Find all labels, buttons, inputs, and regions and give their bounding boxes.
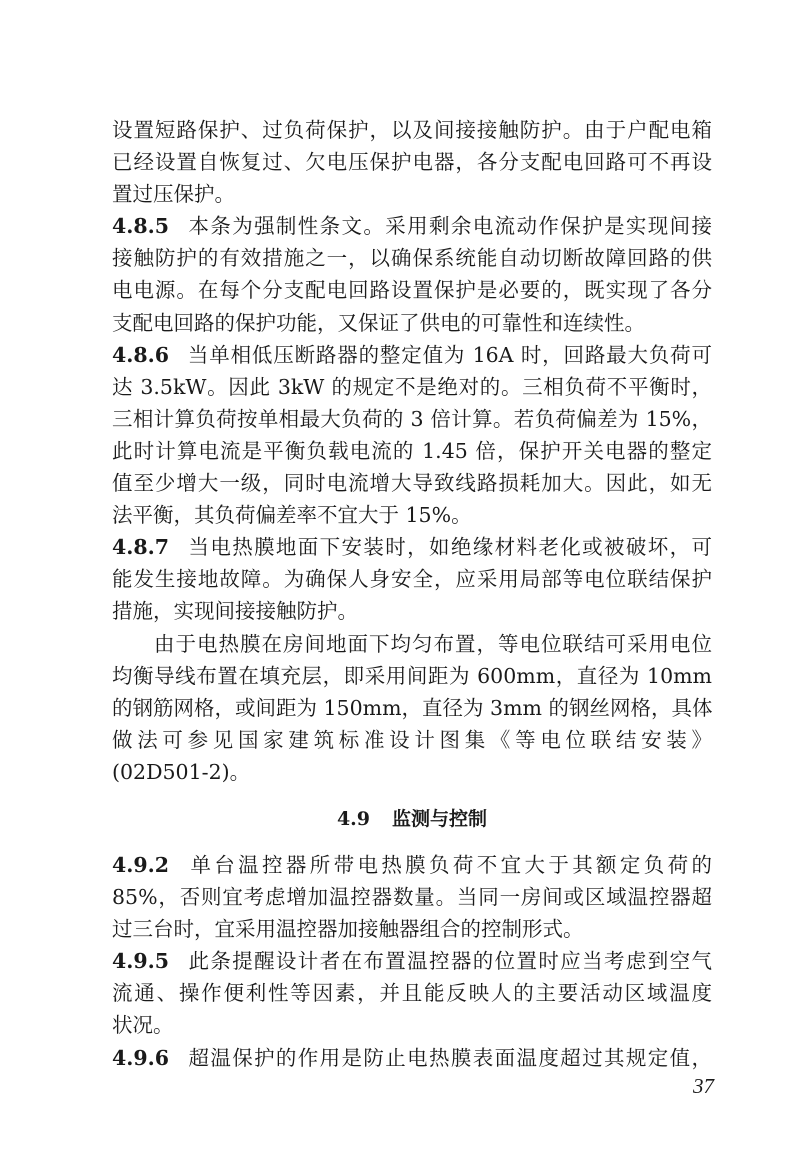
- section-heading: [112, 803, 712, 835]
- line-text: 支配电回路的保护功能，又保证了供电的可靠性和连续性。: [112, 310, 645, 335]
- line-text: 做法可参见国家建筑标准设计图集《等电位联结安装》: [112, 727, 712, 752]
- line-text: 本条为强制性条文。采用剩余电流动作保护是实现间接: [187, 214, 712, 239]
- text-line: [112, 692, 712, 724]
- text-line: [112, 499, 712, 531]
- line-text: 由于电热膜在房间地面下均匀布置，等电位联结可采用电位: [154, 631, 712, 656]
- paragraph: [112, 114, 712, 210]
- text-line: [112, 1042, 712, 1074]
- paragraph: [112, 531, 712, 627]
- text-line: [112, 881, 712, 913]
- line-text: 85%，否则宜考虑增加温控器数量。当同一房间或区域温控器超: [112, 885, 712, 910]
- text-line: [112, 531, 712, 563]
- text-line: [112, 403, 712, 435]
- text-line: [112, 628, 712, 660]
- line-text: 状况。: [112, 1013, 174, 1038]
- line-text: 超温保护的作用是防止电热膜表面温度超过其规定值，: [187, 1045, 712, 1070]
- text-line: [112, 595, 712, 627]
- text-line: [112, 563, 712, 595]
- text-line: [112, 274, 712, 306]
- clause-number: 4.9.2: [112, 852, 170, 877]
- clause-number: 4.8.5: [112, 214, 170, 239]
- line-text: 措施，实现间接接触防护。: [112, 599, 358, 624]
- line-text: 过三台时，宜采用温控器加接触器组合的控制形式。: [112, 917, 584, 942]
- text-line: [112, 435, 712, 467]
- line-text: 的钢筋网格，或间距为 150mm，直径为 3mm 的钢丝网格，具体: [112, 695, 713, 720]
- text-line: [112, 146, 712, 178]
- line-text: 已经设置自恢复过、欠电压保护电器，各分支配电回路可不再设: [112, 150, 712, 175]
- text-line: [112, 467, 712, 499]
- text-line: [112, 849, 712, 881]
- text-line: [112, 307, 712, 339]
- text-line: [112, 724, 712, 756]
- line-text: 接触防护的有效措施之一，以确保系统能自动切断故障回路的供: [112, 246, 712, 271]
- text-line: [112, 756, 712, 788]
- line-text: 当单相低压断路器的整定值为 16A 时，回路最大负荷可: [187, 342, 712, 367]
- text-line: [112, 210, 712, 242]
- text-line: [112, 371, 712, 403]
- line-text: 达 3.5kW。因此 3kW 的规定不是绝对的。三相负荷不平衡时，: [112, 374, 712, 399]
- clause-number: 4.8.7: [112, 535, 170, 560]
- document-body: [112, 114, 712, 1074]
- text-line: [112, 913, 712, 945]
- text-line: [112, 242, 712, 274]
- text-line: [112, 977, 712, 1009]
- line-text: 此条提醒设计者在布置温控器的位置时应当考虑到空气: [187, 949, 712, 974]
- line-text: 当电热膜地面下安装时，如绝缘材料老化或被破坏，可: [187, 535, 712, 560]
- line-text: 均衡导线布置在填充层，即采用间距为 600mm，直径为 10mm: [112, 663, 712, 688]
- line-text: 电电源。在每个分支配电回路设置保护是必要的，既实现了各分: [112, 278, 712, 303]
- line-text: 单台温控器所带电热膜负荷不宜大于其额定负荷的: [187, 852, 712, 877]
- line-text: 法平衡，其负荷偏差率不宜大于 15%。: [112, 503, 472, 528]
- page-number: 37: [693, 1074, 714, 1098]
- clause-number: 4.9.5: [112, 949, 170, 974]
- line-text: 设置短路保护、过负荷保护，以及间接接触防护。由于户配电箱: [112, 118, 712, 142]
- text-line: [112, 660, 712, 692]
- paragraph: [112, 339, 712, 532]
- line-text: 三相计算负荷按单相最大负荷的 3 倍计算。若负荷偏差为 15%，: [112, 406, 712, 431]
- paragraph: [112, 849, 712, 945]
- line-text: 值至少增大一级，同时电流增大导致线路损耗加大。因此，如无: [112, 471, 712, 496]
- line-text: 流通、操作便利性等因素，并且能反映人的主要活动区域温度: [112, 981, 712, 1006]
- clause-number: 4.8.6: [112, 342, 170, 367]
- paragraph: [112, 210, 712, 338]
- line-text: 能发生接地故障。为确保人身安全，应采用局部等电位联结保护: [112, 567, 712, 592]
- text-line: [112, 1009, 712, 1041]
- text-line: [112, 114, 712, 146]
- section-number: 4.9: [336, 807, 371, 830]
- paragraph: [112, 628, 712, 788]
- paragraph: [112, 1042, 712, 1074]
- text-line: [112, 178, 712, 210]
- text-line: [112, 339, 712, 371]
- line-text: (02D501-2)。: [112, 759, 251, 784]
- line-text: 此时计算电流是平衡负载电流的 1.45 倍，保护开关电器的整定: [112, 438, 712, 463]
- paragraph: [112, 945, 712, 1041]
- line-text: 置过压保护。: [112, 182, 235, 207]
- text-line: [112, 945, 712, 977]
- section-title: 监测与控制: [392, 807, 488, 830]
- clause-number: 4.9.6: [112, 1045, 170, 1070]
